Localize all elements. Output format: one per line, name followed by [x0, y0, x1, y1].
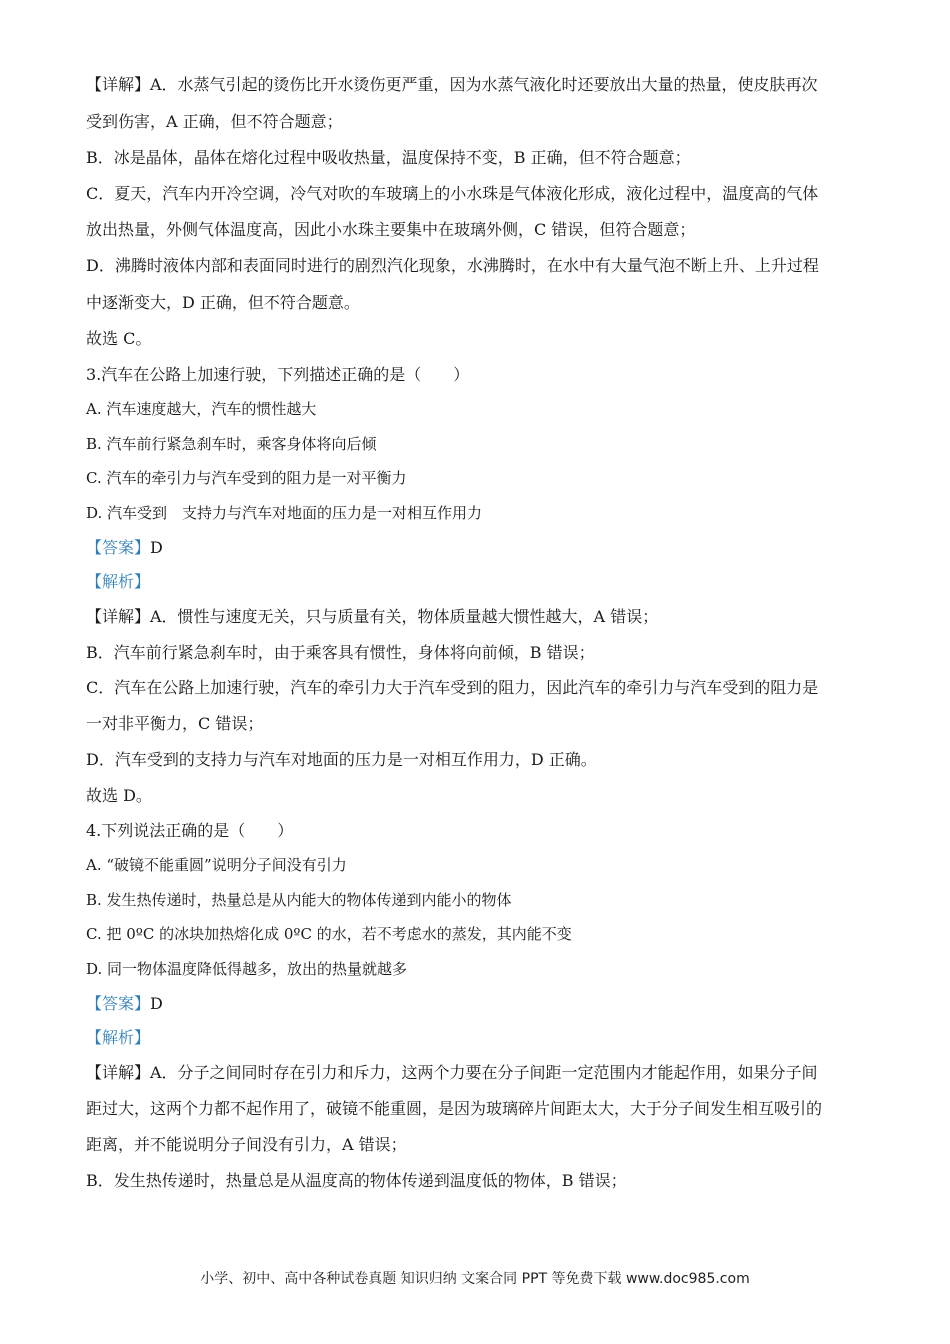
- q2-conclusion: 故选 C。: [86, 329, 152, 348]
- q4-analysis-tag: 【解析】: [86, 1028, 151, 1047]
- q3-option-d: D. 汽车受到 支持力与汽车对地面的压力是一对相互作用力: [86, 504, 483, 522]
- q3-answer-line: [86, 537, 890, 559]
- q4-answer-tag: 【答案】: [86, 994, 151, 1013]
- q4-option-d: D. 同一物体温度降低得越多，放出的热量就越多: [86, 960, 408, 978]
- q4-detail-a-line3: 距离，并不能说明分子间没有引力，A 错误；: [86, 1135, 407, 1154]
- q3-answer-value: D: [150, 538, 163, 557]
- q4-detail-a-line2: 距过大，这两个力都不起作用了，破镜不能重圆，是因为玻璃碎片间距太大，大于分子间发生相互吸引的: [86, 1099, 823, 1118]
- q4-detail-b: B．发生热传递时，热量总是从温度高的物体传递到温度低的物体，B 错误；: [86, 1171, 627, 1190]
- q3-stem: 3.汽车在公路上加速行驶，下列描述正确的是（ ）: [86, 365, 470, 384]
- q4-answer-line: [86, 993, 890, 1015]
- q2-detail-a-line2: 受到伤害，A 正确，但不符合题意；: [86, 112, 343, 131]
- q2-detail-b: B．冰是晶体，晶体在熔化过程中吸收热量，温度保持不变，B 正确，但不符合题意；: [86, 148, 691, 167]
- q4-option-b: B. 发生热传递时，热量总是从内能大的物体传递到内能小的物体: [86, 891, 512, 909]
- q4-stem: 4.下列说法正确的是（ ）: [86, 821, 294, 840]
- q3-detail-c-line1: C．汽车在公路上加速行驶，汽车的牵引力大于汽车受到的阻力，因此汽车的牵引力与汽车受到的阻力是: [86, 678, 819, 697]
- q4-answer-value: D: [150, 994, 163, 1013]
- q3-option-c: C. 汽车的牵引力与汽车受到的阻力是一对平衡力: [86, 469, 407, 487]
- q3-detail-b: B．汽车前行紧急刹车时，由于乘客具有惯性，身体将向前倾，B 错误；: [86, 643, 595, 662]
- q2-detail-d-line1: D．沸腾时液体内部和表面同时进行的剧烈汽化现象，水沸腾时，在水中有大量气泡不断上升、上升过程: [86, 256, 819, 275]
- q3-conclusion: 故选 D。: [86, 786, 152, 805]
- q3-detail-c-line2: 一对非平衡力，C 错误；: [86, 714, 264, 733]
- q4-option-a: A. “破镜不能重圆”说明分子间没有引力: [86, 856, 347, 874]
- q3-detail-a: 【详解】A．惯性与速度无关，只与质量有关，物体质量越大惯性越大，A 错误；: [86, 607, 659, 626]
- page-footer: 小学、初中、高中各种试卷真题 知识归纳 文案合同 PPT 等免费下载 www.doc985.com: [200, 1271, 750, 1287]
- q2-detail-c-line2: 放出热量，外侧气体温度高，因此小水珠主要集中在玻璃外侧，C 错误，但符合题意；: [86, 220, 696, 239]
- q3-option-a: A. 汽车速度越大，汽车的惯性越大: [86, 400, 317, 418]
- q2-detail-c-line1: C．夏天，汽车内开冷空调，冷气对吹的车玻璃上的小水珠是气体液化形成，液化过程中，温度高的气体: [86, 184, 819, 203]
- q3-option-b: B. 汽车前行紧急刹车时，乘客身体将向后倾: [86, 435, 377, 453]
- q4-detail-a-line1: 【详解】A．分子之间同时存在引力和斥力，这两个力要在分子间距一定范围内才能起作用，如果分子间: [86, 1063, 818, 1082]
- q4-option-c: C. 把 0ºC 的冰块加热熔化成 0ºC 的水，若不考虑水的蒸发，其内能不变: [86, 925, 572, 943]
- q3-analysis-tag: 【解析】: [86, 572, 151, 591]
- q3-detail-d: D．汽车受到的支持力与汽车对地面的压力是一对相互作用力，D 正确。: [86, 750, 597, 769]
- q3-answer-tag: 【答案】: [86, 538, 151, 557]
- q2-detail-a-line1: 【详解】A．水蒸气引起的烫伤比开水烫伤更严重，因为水蒸气液化时还要放出大量的热量，使皮肤再次: [86, 75, 818, 94]
- q2-detail-d-line2: 中逐渐变大，D 正确，但不符合题意。: [86, 293, 360, 312]
